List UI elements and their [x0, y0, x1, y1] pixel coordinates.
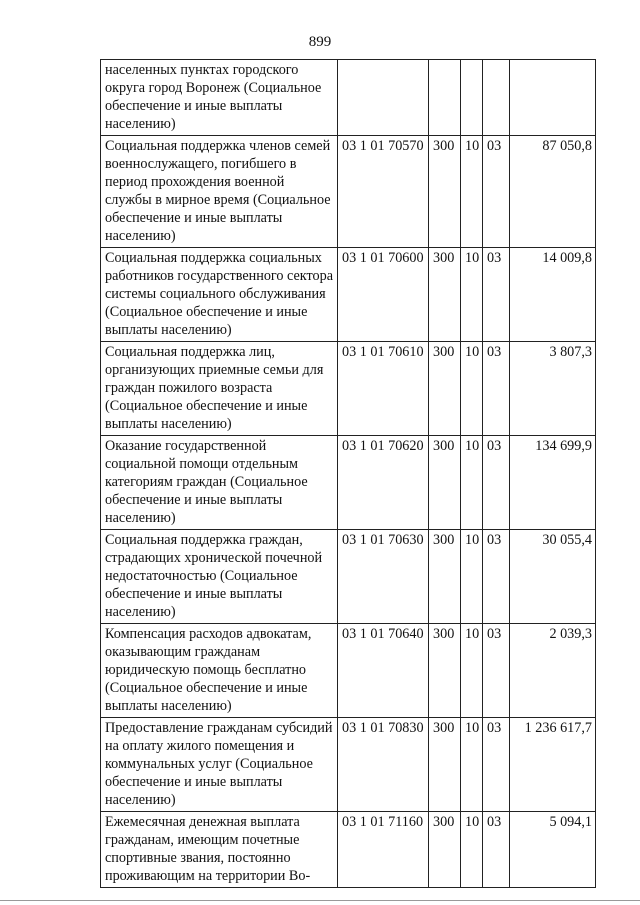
- table-row: [101, 530, 596, 624]
- amount: [510, 60, 596, 136]
- table-row: [101, 436, 596, 530]
- amount: 30 055,4: [510, 530, 596, 624]
- table-row: [101, 136, 596, 248]
- subsection-code: 03: [483, 812, 510, 888]
- amount: 5 094,1: [510, 812, 596, 888]
- row-description: Оказание государственной социальной помощи отдельным категориям граждан (Социальное обеспечение и иные выплаты населению): [101, 436, 338, 530]
- subsection-code: [483, 60, 510, 136]
- page-number: 899: [308, 34, 332, 50]
- budget-table: [100, 59, 596, 888]
- amount: 1 236 617,7: [510, 718, 596, 812]
- subsection-code: 03: [483, 342, 510, 436]
- expense-type-code: 300: [429, 248, 461, 342]
- table-row: [101, 624, 596, 718]
- expense-type-code: 300: [429, 136, 461, 248]
- target-article-code: 03 1 01 71160: [338, 812, 429, 888]
- subsection-code: 03: [483, 248, 510, 342]
- target-article-code: 03 1 01 70620: [338, 436, 429, 530]
- section-code: 10: [461, 530, 483, 624]
- subsection-code: 03: [483, 436, 510, 530]
- table-row: [101, 718, 596, 812]
- subsection-code: 03: [483, 530, 510, 624]
- section-code: [461, 60, 483, 136]
- page-bottom-rule: [0, 900, 640, 901]
- expense-type-code: 300: [429, 436, 461, 530]
- section-code: 10: [461, 436, 483, 530]
- section-code: 10: [461, 718, 483, 812]
- table-row: [101, 60, 596, 136]
- section-code: 10: [461, 812, 483, 888]
- target-article-code: 03 1 01 70600: [338, 248, 429, 342]
- row-description: Социальная поддержка членов семей военнослужащего, погибшего в период прохождения военной службы в мирное время (Социальное обеспечение и иные выплаты населению): [101, 136, 338, 248]
- row-description: Предоставление гражданам субсидий на оплату жилого помещения и коммунальных услуг (Социальное обеспечение и иные выплаты населению): [101, 718, 338, 812]
- amount: 14 009,8: [510, 248, 596, 342]
- table-row: [101, 812, 596, 888]
- subsection-code: 03: [483, 624, 510, 718]
- section-code: 10: [461, 624, 483, 718]
- section-code: 10: [461, 136, 483, 248]
- row-description: Социальная поддержка лиц, организующих приемные семьи для граждан пожилого возраста (Социальное обеспечение и иные выплаты населению): [101, 342, 338, 436]
- subsection-code: 03: [483, 718, 510, 812]
- amount: 2 039,3: [510, 624, 596, 718]
- subsection-code: 03: [483, 136, 510, 248]
- row-description: Социальная поддержка социальных работников государственного сектора системы социального обслуживания (Социальное обеспечение и иные выплаты населению): [101, 248, 338, 342]
- expense-type-code: 300: [429, 718, 461, 812]
- amount: 134 699,9: [510, 436, 596, 530]
- table-row: [101, 248, 596, 342]
- amount: 87 050,8: [510, 136, 596, 248]
- expense-type-code: 300: [429, 342, 461, 436]
- row-description: Компенсация расходов адвокатам, оказывающим гражданам юридическую помощь бесплатно (Социальное обеспечение и иные выплаты населению): [101, 624, 338, 718]
- target-article-code: 03 1 01 70830: [338, 718, 429, 812]
- amount: 3 807,3: [510, 342, 596, 436]
- target-article-code: 03 1 01 70630: [338, 530, 429, 624]
- row-description: населенных пунктах городского округа город Воронеж (Социальное обеспечение и иные выплаты населению): [101, 60, 338, 136]
- section-code: 10: [461, 342, 483, 436]
- row-description: Ежемесячная денежная выплата гражданам, имеющим почетные спортивные звания, постоянно проживающим на территории Во-: [101, 812, 338, 888]
- target-article-code: 03 1 01 70640: [338, 624, 429, 718]
- section-code: 10: [461, 248, 483, 342]
- expense-type-code: 300: [429, 624, 461, 718]
- expense-type-code: [429, 60, 461, 136]
- expense-type-code: 300: [429, 530, 461, 624]
- target-article-code: 03 1 01 70610: [338, 342, 429, 436]
- row-description: Социальная поддержка граждан, страдающих хронической почечной недостаточностью (Социальное обеспечение и иные выплаты населению): [101, 530, 338, 624]
- target-article-code: 03 1 01 70570: [338, 136, 429, 248]
- target-article-code: [338, 60, 429, 136]
- table-row: [101, 342, 596, 436]
- expense-type-code: 300: [429, 812, 461, 888]
